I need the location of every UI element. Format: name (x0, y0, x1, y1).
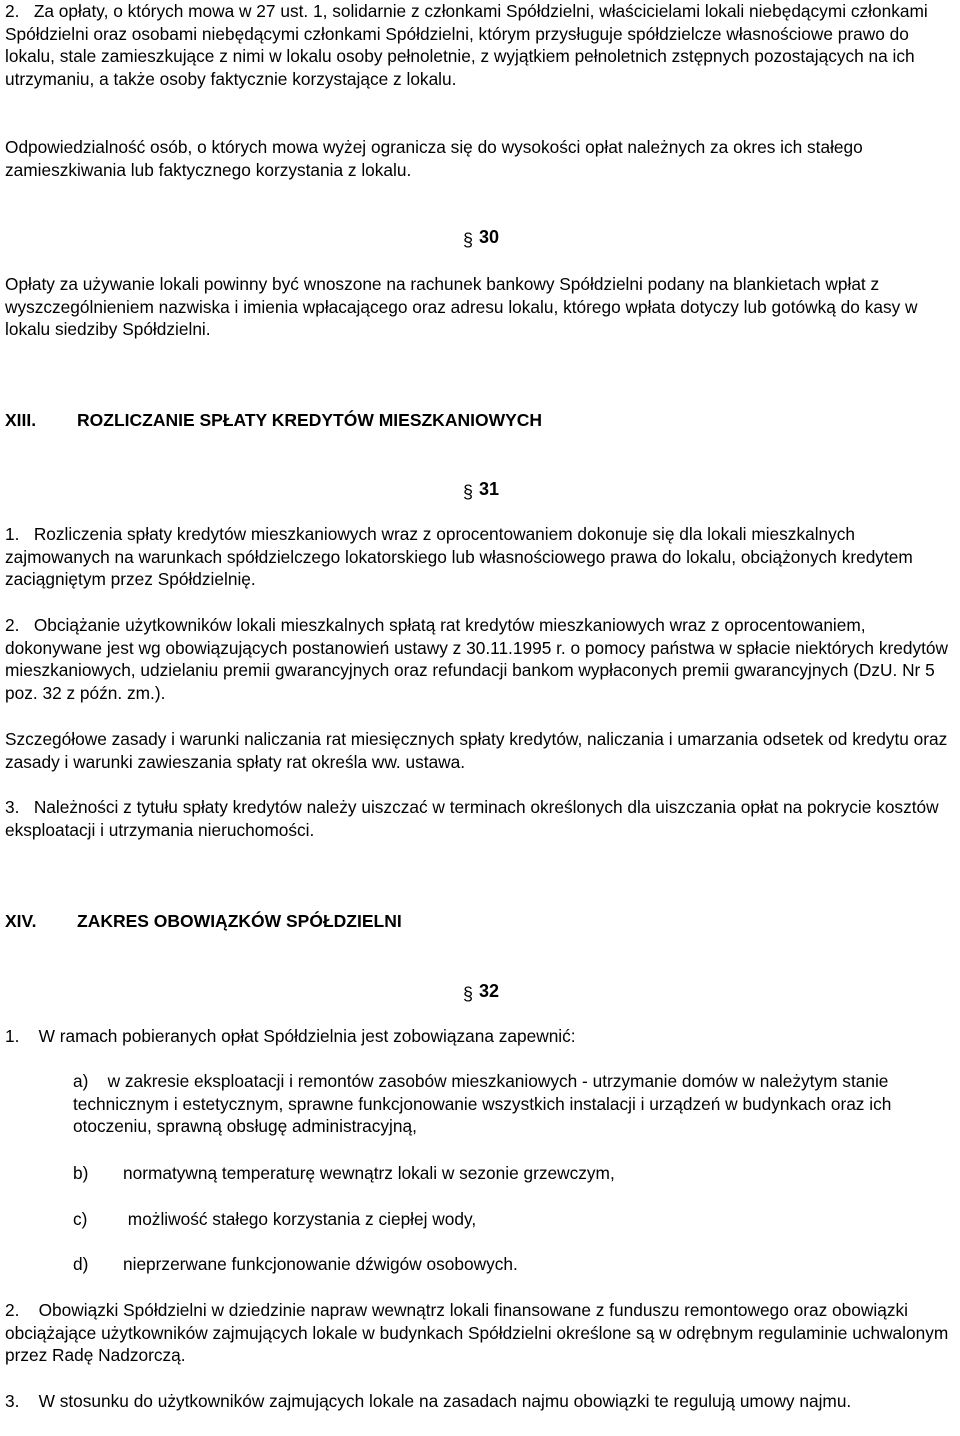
list-item-text: w zakresie eksploatacji i remontów zasobów mieszkaniowych - utrzymanie domów w należytym stanie technicznym i estetycznym, sprawne funkcjonowanie wszystkich instalacji i urządzeń w budynkach oraz ich otoczeniu, sprawną obsługę administracyjną, (73, 1071, 892, 1136)
section-31-details: Szczegółowe zasady i warunki naliczania rat miesięcznych spłaty kredytów, naliczania i umarzania odsetek od kredytu oraz zasady i warunki zawieszania spłaty rat określa ww. ustawa. (5, 729, 948, 772)
section-31-point-3: 3. Należności z tytułu spłaty kredytów należy uiszczać w terminach określonych dla uiszczania opłat na pokrycie kosztów eksploatacji i utrzymania nieruchomości. (5, 797, 939, 840)
section-31-point-2: 2. Obciążanie użytkowników lokali mieszkalnych spłatą rat kredytów mieszkaniowych wraz z oprocentowaniem, dokonywane jest wg obowiązujących postanowień ustawy z 30.11.1995 r. o pomocy państwa w spłacie niektórych kredytów mieszkaniowych, udzielaniu premii gwarancyjnych oraz refundacji bankom wypłaconych premii gwarancyjnych (DzU. Nr 5 poz. 32 z późn. zm.). (5, 615, 948, 703)
chapter-roman-numeral: XIII. (5, 410, 37, 430)
list-item (5, 1070, 957, 1138)
list-item-letter: a) (73, 1071, 89, 1091)
section-sign-icon: § (463, 482, 474, 502)
section-32-point-2: 2. Obowiązki Spółdzielni w dziedzinie napraw wewnątrz lokali finansowane z funduszu remontowego oraz obowiązki obciążające użytkowników zajmujących lokale w budynkach Spółdzielni określone są w odrębnym regulaminie uchwalonym przez Radę Nadzorczą. (5, 1300, 949, 1365)
section-heading-30 (463, 226, 499, 252)
section-heading-32 (463, 980, 499, 1006)
chapter-heading-xiii (5, 409, 542, 432)
chapter-title: ROZLICZANIE SPŁATY KREDYTÓW MIESZKANIOWYCH (77, 410, 543, 430)
paragraph-2-liable-persons: 2. Za opłaty, o których mowa w 27 ust. 1, solidarnie z członkami Spółdzielni, właścicielami lokali niebędącymi członkami Spółdzielni oraz osobami niebędącymi członkami Spółdzielni, którym przysługuje spółdzielcze własnościowe prawo do lokalu, stale zamieszkujące z nimi w lokalu osoby pełnoletnie, z wyjątkiem pełnoletnich zstępnych pozostających na ich utrzymaniu, a także osoby faktycznie korzystające z lokalu. (5, 1, 928, 89)
list-item-text: możliwość stałego korzystania z ciepłej wody, (123, 1209, 477, 1229)
section-sign-icon: § (463, 984, 474, 1004)
chapter-roman-numeral: XIV. (5, 911, 37, 931)
section-32-point-1: 1. W ramach pobieranych opłat Spółdzielnia jest zobowiązana zapewnić: (5, 1026, 576, 1046)
section-sign-icon: § (463, 230, 474, 250)
section-number: 31 (479, 479, 500, 499)
list-item-letter: d) (73, 1254, 89, 1274)
list-item-text: nieprzerwane funkcjonowanie dźwigów osobowych. (123, 1254, 518, 1274)
list-item (5, 1162, 957, 1185)
section-30-text: Opłaty za używanie lokali powinny być wnoszone na rachunek bankowy Spółdzielni podany na blankietach wpłat z wyszczególnieniem nazwiska i imienia wpłacającego oraz adresu lokalu, którego wpłata dotyczy lub gotówką do kasy w lokalu siedziby Spółdzielni. (5, 274, 918, 339)
list-item (5, 1253, 957, 1276)
section-number: 32 (479, 981, 500, 1001)
list-item (5, 1208, 957, 1231)
list-item-text: normatywną temperaturę wewnątrz lokali w sezonie grzewczym, (123, 1163, 615, 1183)
list-item-letter: c) (73, 1209, 88, 1229)
section-heading-31 (463, 478, 499, 504)
section-31-point-1: 1. Rozliczenia spłaty kredytów mieszkaniowych wraz z oprocentowaniem dokonuje się dla lokali mieszkalnych zajmowanych na warunkach spółdzielczego lokatorskiego lub własnościowego prawa do lokalu, obciążonych kredytem zaciągniętym przez Spółdzielnię. (5, 524, 913, 589)
list-item-letter: b) (73, 1163, 89, 1183)
section-number: 30 (479, 227, 500, 247)
section-32-point-3: 3. W stosunku do użytkowników zajmujących lokale na zasadach najmu obowiązki te regulują umowy najmu. (5, 1391, 852, 1411)
paragraph-liability-limit: Odpowiedzialność osób, o których mowa wyżej ogranicza się do wysokości opłat należnych za okres ich stałego zamieszkiwania lub faktycznego korzystania z lokalu. (5, 137, 863, 180)
chapter-heading-xiv (5, 910, 402, 933)
chapter-title: ZAKRES OBOWIĄZKÓW SPÓŁDZIELNI (77, 911, 402, 931)
